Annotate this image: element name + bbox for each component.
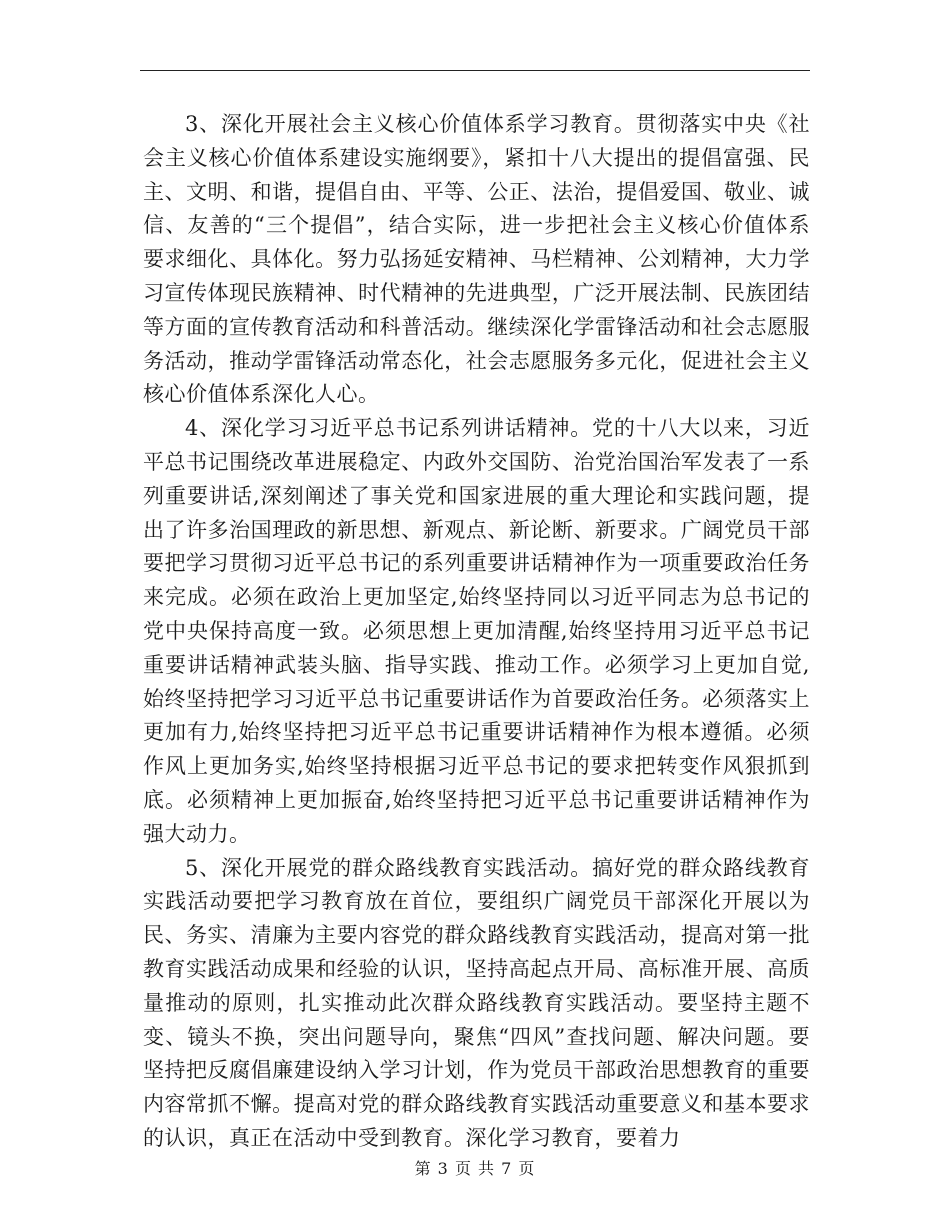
header-rule (140, 70, 810, 71)
page-number: 第 3 页 共 7 页 (414, 1159, 536, 1178)
document-body (143, 108, 810, 1156)
paragraph-4: 4、深化学习习近平总书记系列讲话精神。党的十八大以来，习近平总书记围绕改革进展稳定、内政外交国防、治党治国治军发表了一系列重要讲话,深刻阐述了事关党和国家进展的重大理论和实践问题，提出了许多治国理政的新思想、新观点、新论断、新要求。广阔党员干部要把学习贯彻习近平总书记的系列重要讲话精神作为一项重要政治任务来完成。必须在政治上更加坚定,始终坚持同以习近平同志为总书记的党中央保持高度一致。必须思想上更加清醒,始终坚持用习近平总书记重要讲话精神武装头脑、指导实践、推动工作。必须学习上更加自觉,始终坚持把学习习近平总书记重要讲话作为首要政治任务。必须落实上更加有力,始终坚持把习近平总书记重要讲话精神作为根本遵循。必须作风上更加务实,始终坚持根据习近平总书记的要求把转变作风狠抓到底。必须精神上更加振奋,始终坚持把习近平总书记重要讲话精神作为强大动力。 (143, 416, 810, 846)
paragraph-5: 5、深化开展党的群众路线教育实践活动。搞好党的群众路线教育实践活动要把学习教育放在首位，要组织广阔党员干部深化开展以为民、务实、清廉为主要内容党的群众路线教育实践活动，提高对第一批教育实践活动成果和经验的认识，坚持高起点开局、高标准开展、高质量推动的原则，扎实推动此次群众路线教育实践活动。要坚持主题不变、镜头不换，突出问题导向，聚焦“四风”查找问题、解决问题。要坚持把反腐倡廉建设纳入学习计划，作为党员干部政治思想教育的重要内容常抓不懈。提高对党的群众路线教育实践活动重要意义和基本要求的认识，真正在活动中受到教育。深化学习教育，要着力 (143, 855, 810, 1150)
paragraph-3: 3、深化开展社会主义核心价值体系学习教育。贯彻落实中央《社会主义核心价值体系建设实施纲要》，紧扣十八大提出的提倡富强、民主、文明、和谐，提倡自由、平等、公正、法治，提倡爱国、敬业、诚信、友善的“三个提倡”，结合实际，进一步把社会主义核心价值体系要求细化、具体化。努力弘扬延安精神、马栏精神、公刘精神，大力学习宣传体现民族精神、时代精神的先进典型，广泛开展法制、民族团结等方面的宣传教育活动和科普活动。继续深化学雷锋活动和社会志愿服务活动，推动学雷锋活动常态化，社会志愿服务多元化，促进社会主义核心价值体系深化人心。 (143, 112, 810, 407)
